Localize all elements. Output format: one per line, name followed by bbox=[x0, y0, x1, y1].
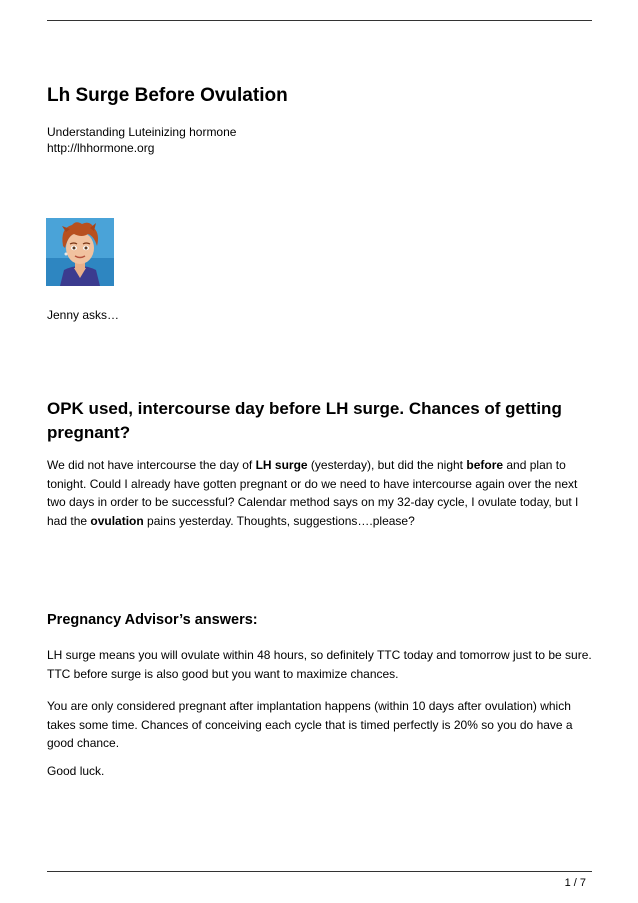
answer-paragraph: Good luck. bbox=[47, 764, 105, 778]
question-text-run: We did not have intercourse the day of bbox=[47, 458, 256, 472]
cartoon-avatar-icon bbox=[46, 218, 114, 286]
asker-label: Jenny asks… bbox=[47, 308, 120, 322]
footer-rule bbox=[47, 871, 592, 872]
subtitle-url: http://lhhormone.org bbox=[47, 141, 155, 155]
emphasized-term: LH surge bbox=[255, 458, 308, 472]
question-body bbox=[47, 456, 592, 530]
answer-paragraph: LH surge means you will ovulate within 48 hours, so definitely TTC today and tomorrow just to be sure. TTC before surge is also good but you want to maximize chances. bbox=[47, 648, 592, 681]
page-number: 1 / 7 bbox=[564, 877, 586, 889]
answer-paragraph: You are only considered pregnant after implantation happens (within 10 days after ovulation) which takes some time. Chances of conceiving each cycle that is timed perfectly is 20% so you do have a good chance. bbox=[47, 699, 573, 750]
question-title: OPK used, intercourse day before LH surge. Chances of getting pregnant? bbox=[47, 399, 562, 442]
emphasized-term: ovulation bbox=[90, 513, 144, 528]
question-text-run: (yesterday), but did the night bbox=[307, 458, 467, 472]
answers-heading: Pregnancy Advisor’s answers: bbox=[47, 612, 258, 628]
emphasized-term: before bbox=[466, 458, 504, 472]
question-text-run: and plan to tonight. Could I already have gotten pregnant or do we need to have intercourse again over the next two days in order to be successful? Calendar method says on my 32-day cycle, I ovulate today, but I had the bbox=[47, 458, 579, 528]
subtitle-line: Understanding Luteinizing hormone bbox=[47, 125, 237, 139]
question-text-run: pains yesterday. Thoughts, suggestions….please? bbox=[143, 513, 415, 528]
document-subtitle bbox=[47, 124, 592, 156]
header-rule bbox=[47, 20, 592, 21]
document-title: Lh Surge Before Ovulation bbox=[47, 85, 288, 106]
